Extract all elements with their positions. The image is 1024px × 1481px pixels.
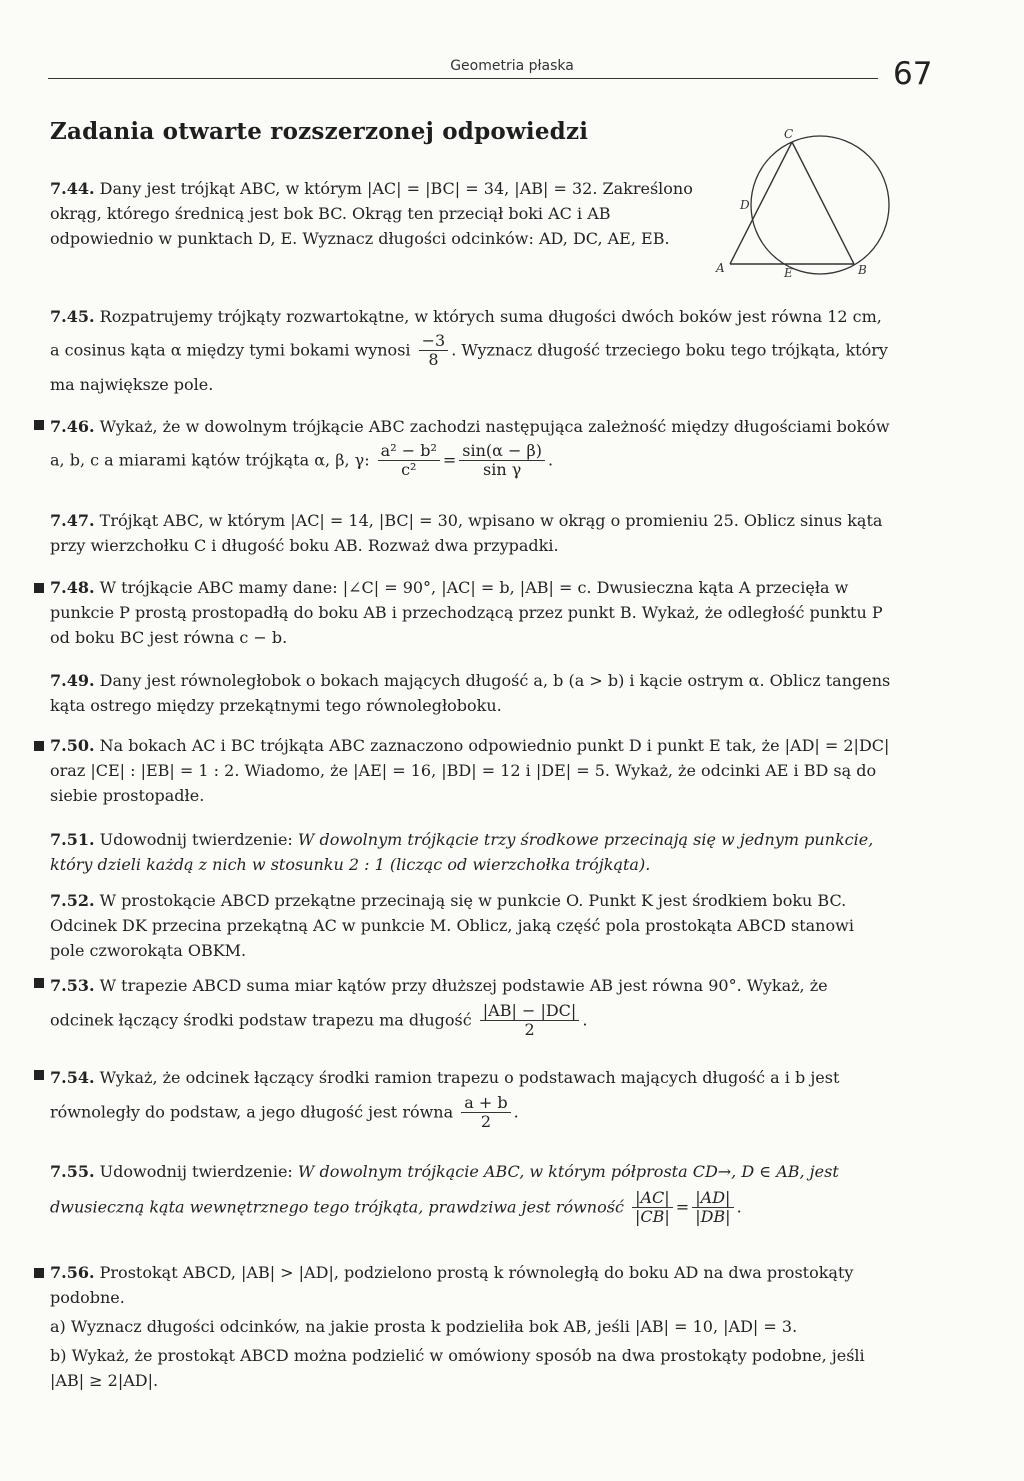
problem-number: 7.56.: [50, 1263, 95, 1282]
problem-number: 7.48.: [50, 578, 95, 597]
fraction-denominator: |DB|: [695, 1207, 731, 1227]
problem-text: .: [548, 450, 554, 470]
problem-number: 7.49.: [50, 671, 95, 690]
problem-lead: Udowodnij twierdzenie:: [99, 1162, 293, 1181]
triangle-circle-figure: [712, 128, 894, 280]
fraction-numerator: a² − b²: [378, 442, 440, 461]
problem-7-53: [50, 970, 892, 1040]
problem-7-49: [50, 668, 892, 718]
problem-text: Trójkąt ABC, w którym |AC| = 14, |BC| = 30, wpisano w okrąg o promieniu 25. Oblicz sinus kąta przy wierzchołku C i długość boku AB. Rozważ dwa przypadki.: [50, 511, 883, 555]
sine-fraction: [459, 442, 545, 480]
theorem-text: W dowolnym trójkącie ABC, w którym półprosta CD→, D ∈ AB, jest dwusieczną kąta wewnętrznego tego trójkąta, prawdziwa jest równość: [50, 1162, 839, 1217]
problem-number: 7.53.: [50, 976, 95, 995]
fraction-numerator: a + b: [461, 1094, 510, 1113]
ratio-fraction-right: [692, 1189, 733, 1227]
problem-number: 7.46.: [50, 417, 95, 436]
problem-number: 7.44.: [50, 179, 95, 198]
problem-text: .: [736, 1197, 742, 1217]
problem-text: W trójkącie ABC mamy dane: |∠C| = 90°, |AC| = b, |AB| = c. Dwusieczna kąta A przecięła w punkcie P prostą prostopadłą do boku AB i przechodzącą przez punkt B. Wykaż, że odległość punktu P od boku BC jest równa c − b.: [50, 578, 883, 647]
problem-7-51: [50, 827, 892, 877]
difficulty-marker: [34, 420, 44, 430]
problem-number: 7.52.: [50, 891, 95, 910]
problem-7-55: [50, 1155, 892, 1227]
problem-7-52: [50, 888, 892, 963]
figure-label-e: E: [784, 266, 793, 280]
problem-text: Wykaż, że w dowolnym trójkącie ABC zachodzi następująca zależność między długościami boków a, b, c a miarami kątów trójkąta α, β, γ:: [50, 417, 890, 470]
figure-label-a: A: [716, 261, 725, 275]
problem-text: Rozpatrujemy trójkąty rozwartokątne, w których suma długości dwóch boków jest równa 12 cm, a cosinus kąta α między tymi bokami wynosi: [50, 307, 882, 360]
problem-7-56: [50, 1260, 892, 1393]
ratio-fraction-left: [632, 1189, 673, 1227]
problem-number: 7.54.: [50, 1068, 95, 1087]
fraction-denominator: 2: [480, 1112, 491, 1132]
difficulty-marker: [34, 978, 44, 988]
problem-number: 7.55.: [50, 1162, 95, 1181]
fraction-denominator: 8: [428, 350, 439, 370]
problem-7-50: [50, 733, 892, 808]
page-number: 67: [893, 56, 933, 92]
fraction-denominator: |CB|: [635, 1207, 670, 1227]
length-fraction: [480, 1002, 580, 1040]
difficulty-marker: [34, 1268, 44, 1278]
problem-7-48: [50, 575, 892, 650]
problem-7-47: [50, 508, 892, 558]
difficulty-marker: [34, 583, 44, 593]
problem-text: Dany jest trójkąt ABC, w którym |AC| = |BC| = 34, |AB| = 32. Zakreślono okrąg, którego średnicą jest bok BC. Okrąg ten przeciął boki AC i AB odpowiednio w punktach D, E. Wyznacz długości odcinków: AD, DC, AE, EB.: [50, 179, 693, 248]
problem-text: W prostokącie ABCD przekątne przecinają się w punkcie O. Punkt K jest środkiem boku BC. Odcinek DK przecina przekątną AC w punkcie M. Oblicz, jaką część pola prostokąta ABCD stanowi pole czworokąta OBKM.: [50, 891, 854, 960]
problem-number: 7.45.: [50, 307, 95, 326]
figure-label-d: D: [740, 198, 750, 212]
fraction-numerator: |AC|: [632, 1189, 673, 1208]
fraction-denominator: 2: [524, 1020, 535, 1040]
midline-fraction: [461, 1094, 510, 1132]
problem-7-54: [50, 1062, 892, 1132]
fraction-numerator: |AD|: [692, 1189, 733, 1208]
section-title: Zadania otwarte rozszerzonej odpowiedzi: [50, 118, 589, 145]
fraction-numerator: |AB| − |DC|: [480, 1002, 580, 1021]
problem-number: 7.51.: [50, 830, 95, 849]
theorem-text: W dowolnym trójkącie trzy środkowe przecinają się w jednym punkcie, który dzieli każdą z nich w stosunku 2 : 1 (licząc od wierzchołka trójkąta).: [50, 830, 874, 874]
difficulty-marker: [34, 741, 44, 751]
problem-number: 7.50.: [50, 736, 95, 755]
problem-lead: Udowodnij twierdzenie:: [99, 830, 293, 849]
problem-text: .: [513, 1102, 519, 1122]
sides-fraction: [378, 442, 440, 480]
equals-sign: =: [442, 450, 457, 470]
problem-7-45: [50, 302, 892, 400]
problem-text: . Wyznacz długość trzeciego boku tego trójkąta, który ma największe pole.: [50, 340, 888, 394]
problem-text: Dany jest równoległobok o bokach mających długość a, b (a > b) i kącie ostrym α. Oblicz tangens kąta ostrego między przekątnymi tego równoległoboku.: [50, 671, 891, 715]
fraction-denominator: sin γ: [483, 460, 522, 480]
problem-text: Na bokach AC i BC trójkąta ABC zaznaczono odpowiednio punkt D i punkt E tak, że |AD| = 2|DC| oraz |CE| : |EB| = 1 : 2. Wiadomo, że |AE| = 16, |BD| = 12 i |DE| = 5. Wykaż, że odcinki AE i BD są do siebie prostopadłe.: [50, 736, 890, 805]
problem-7-46: [50, 412, 892, 480]
problem-7-44: [50, 176, 702, 251]
fraction-numerator: −3: [419, 332, 449, 351]
header-rule: [48, 78, 878, 79]
fraction-numerator: sin(α − β): [459, 442, 545, 461]
problem-text: Wykaż, że odcinek łączący środki ramion trapezu o podstawach mających długość a i b jest równoległy do podstaw, a jego długość jest równa: [50, 1068, 840, 1122]
problem-text: .: [582, 1010, 588, 1030]
figure-label-c: C: [784, 128, 794, 141]
difficulty-marker: [34, 1070, 44, 1080]
running-title: Geometria płaska: [450, 58, 574, 74]
figure-side-bc: [792, 142, 854, 264]
cosine-fraction: [419, 332, 449, 370]
subproblem-a: a) Wyznacz długości odcinków, na jakie prosta k podzieliła bok AB, jeśli |AB| = 10, |AD| = 3.: [50, 1317, 798, 1336]
problem-number: 7.47.: [50, 511, 95, 530]
figure-label-b: B: [858, 263, 867, 277]
equals-sign: =: [675, 1197, 690, 1217]
problem-text: W trapezie ABCD suma miar kątów przy dłuższej podstawie AB jest równa 90°. Wykaż, że odcinek łączący środki podstaw trapezu ma długość: [50, 976, 828, 1030]
subproblem-b: b) Wykaż, że prostokąt ABCD można podzielić w omówiony sposób na dwa prostokąty podobne, jeśli |AB| ≥ 2|AD|.: [50, 1346, 865, 1390]
problem-text: Prostokąt ABCD, |AB| > |AD|, podzielono prostą k równoległą do boku AD na dwa prostokąty podobne.: [50, 1263, 854, 1307]
fraction-denominator: c²: [401, 460, 417, 480]
figure-circle: [751, 136, 889, 274]
